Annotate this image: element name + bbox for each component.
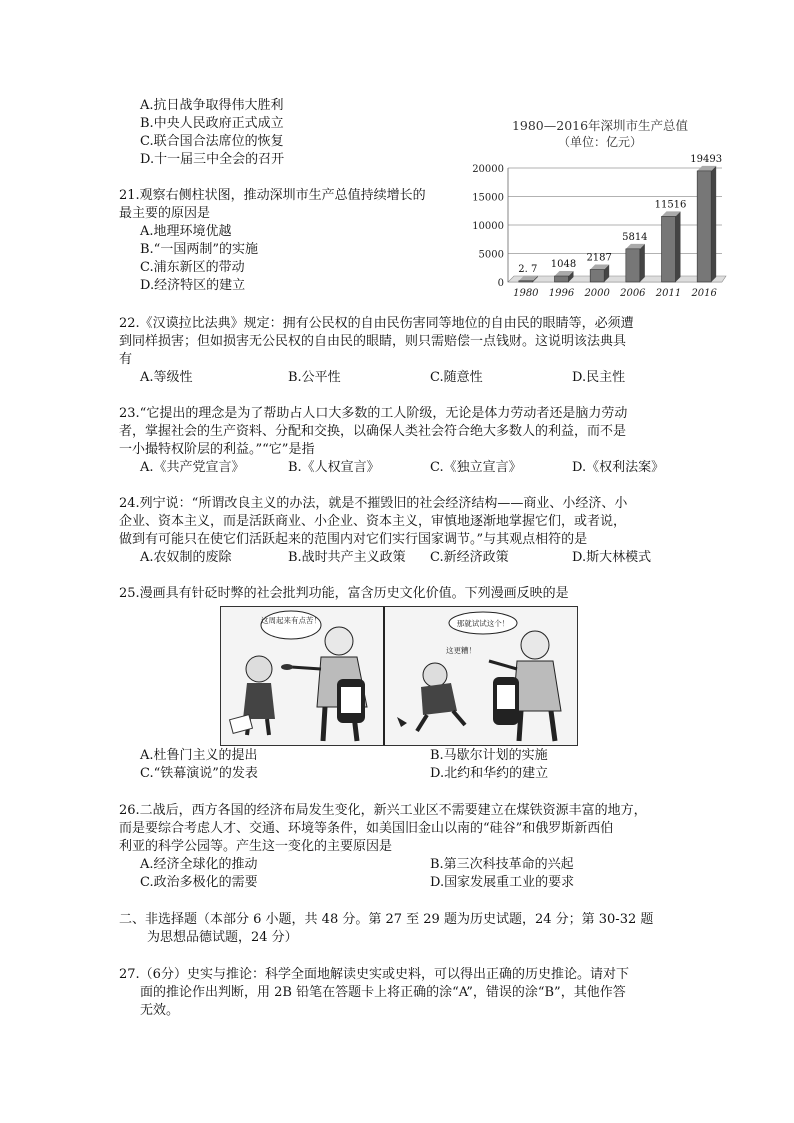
child-body-2 [421,683,457,715]
q26-line1: 26.二战后，西方各国的经济布局发生变化，新兴工业区不需要建立在煤铁资源丰富的地方， [119,803,647,818]
bar-value-label: 2. 7 [518,263,538,275]
bar-value-label: 2187 [586,252,612,264]
section2-heading-line1: 二、非选择题（本部分 6 小题，共 48 分。第 27 至 29 题为历史试题，24 分；第 30-32 题 [119,912,654,927]
bar-value-label: 19493 [690,153,723,165]
chart-floor [508,276,726,282]
q23-option-b: B.《人权宣言》 [288,460,380,475]
bar-side [711,166,716,282]
q26-line3: 利亚的科学公园等。产生这一变化的主要原因是 [119,839,393,854]
bar-value-label: 11516 [654,199,687,211]
q22-option-a: A.等级性 [140,370,193,385]
q21-option-c: C.浦东新区的带动 [140,260,245,275]
left-panel [230,611,367,741]
bar [555,276,569,282]
x-tick-label: 2006 [620,288,646,299]
right-speech-text: 那就试试这个！ [456,619,510,628]
bar [519,281,533,282]
bar [662,216,676,282]
man-head-2 [521,631,549,659]
q21-stem-line2: 最主要的原因是 [119,206,211,221]
bar-value-label: 5814 [622,231,648,243]
q23-option-c: C.《独立宣言》 [430,460,522,475]
child-head [246,656,272,682]
bottle-label-2 [497,685,515,709]
man-coat-2 [513,661,561,711]
q27-line1: 27.（6分）史实与推论：科学全面地解读史实或史料，可以得出正确的历史推论。请对下 [119,967,629,982]
q26-option-c: C.政治多极化的需要 [140,875,258,890]
q24-option-a: A.农奴制的废除 [140,550,232,565]
y-tick-label: 5000 [478,249,504,261]
child-head-2 [423,663,447,687]
man-head [325,627,353,655]
bar [626,249,640,282]
y-tick-label: 15000 [472,192,504,204]
q25-option-a: A.杜鲁门主义的提出 [140,748,258,763]
q22-line2: 到同样损害；但如损害无公民权的自由民的眼睛，则只需赔偿一点钱财。这说明该法典具 [119,334,627,349]
chart-canvas [470,114,730,304]
x-tick-label: 2011 [655,288,682,299]
y-tick-label: 20000 [472,164,504,175]
q26-line2: 而是要综合考虑人才、交通、环境等条件，如美国旧金山以南的“硅谷”和俄罗斯新西伯 [119,821,614,836]
q22-option-b: B.公平性 [288,370,341,385]
bar-side [676,211,681,282]
q23-line2: 者，掌握社会的生产资料、分配和交换，以确保人类社会符合绝大多数人的利益，而不是 [119,424,627,439]
x-tick-label: 2016 [691,288,717,299]
y-tick-label: 10000 [472,221,504,232]
spoon [281,664,293,670]
q21-stem-line1: 21.观察右侧柱状图，推动深圳市生产总值持续增长的 [119,188,426,203]
child-body [243,683,275,719]
panel-divider [383,607,385,745]
gdp-bar-chart [470,114,730,304]
q24-line3: 做到有可能只在使它们活跃起来的范围内对它们实行国家调节。”与其观点相符的是 [119,532,588,547]
right-speech-text-2: 这更糟！ [446,646,476,655]
q20-option-c: C.联合国合法席位的恢复 [140,134,284,149]
q26-option-b: B.第三次科技革命的兴起 [430,857,574,872]
chart-title: 1980—2016年深圳市生产总值 [511,118,689,133]
left-speech-text: 这周起来有点苦！ [261,616,321,625]
q23-option-a: A.《共产党宣言》 [140,460,245,475]
q27-line2: 面的推论作出判断，用 2B 铅笔在答题卡上将正确的涂“A”，错误的涂“B”，其他作答 [140,985,626,1000]
q25-option-b: B.马歇尔计划的实施 [430,748,548,763]
q20-option-d: D.十一届三中全会的召开 [140,152,285,167]
bar [590,270,604,282]
bar-value-label: 1048 [550,259,577,271]
chart-subtitle: （单位：亿元） [557,135,643,149]
right-panel [397,612,561,741]
q23-option-d: D.《权利法案》 [572,460,665,475]
q23-line1: 23.“它提出的理念是为了帮助占人口大多数的工人阶级，无论是体力劳动者还是脑力劳动 [119,406,628,421]
q22-option-d: D.民主性 [572,370,626,385]
q21-option-a: A.地理环境优越 [140,224,232,239]
q26-option-d: D.国家发展重工业的要求 [430,875,575,890]
q27-line3: 无效。 [140,1003,180,1018]
q25-option-c: C.“铁幕演说”的发表 [140,766,258,781]
cold-war-cartoon [220,606,578,746]
q23-line3: 一小撮特权阶层的利益。”“它”是指 [119,442,315,457]
x-tick-label: 2000 [584,288,610,299]
q21-option-b: B.“一国两制”的实施 [140,242,258,257]
x-tick-label: 1996 [548,288,575,299]
q22-line3: 有 [119,352,133,367]
flying-shoe [397,717,407,727]
y-tick-label: 0 [497,278,504,289]
man-legs-2 [519,711,555,741]
bar [697,171,711,282]
cartoon-illustration [221,607,577,745]
q22-option-c: C.随意性 [430,370,483,385]
man-arm-spoon-2 [489,661,517,669]
q24-option-c: C.新经济政策 [430,550,509,565]
q24-option-d: D.斯大林模式 [572,550,652,565]
section2-heading-line2: 为思想品德试题，24 分） [147,930,298,945]
q20-option-a: A.抗日战争取得伟大胜利 [140,98,284,113]
q21-option-d: D.经济特区的建立 [140,278,246,293]
q24-line2: 企业、资本主义，而是活跃商业、小企业、资本主义，审慎地逐渐地掌握它们，或者说， [119,514,627,529]
x-tick-label: 1980 [513,288,539,299]
q25-stem: 25.漫画具有针砭时弊的社会批判功能，富含历史文化价值。下列漫画反映的是 [119,586,569,601]
q24-option-b: B.战时共产主义政策 [288,550,406,565]
q24-line1: 24.列宁说：“所谓改良主义的办法，就是不摧毁旧的社会经济结构——商业、小经济、小 [119,496,628,511]
q25-option-d: D.北约和华约的建立 [430,766,549,781]
man-arm-spoon [291,667,321,669]
q26-option-a: A.经济全球化的推动 [140,857,258,872]
q20-option-b: B.中央人民政府正式成立 [140,116,284,131]
bottle-label [341,687,361,713]
bar-side [640,244,645,282]
q22-line1: 22.《汉谟拉比法典》规定：拥有公民权的自由民伤害同等地位的自由民的眼睛等，必须遭 [119,316,634,331]
